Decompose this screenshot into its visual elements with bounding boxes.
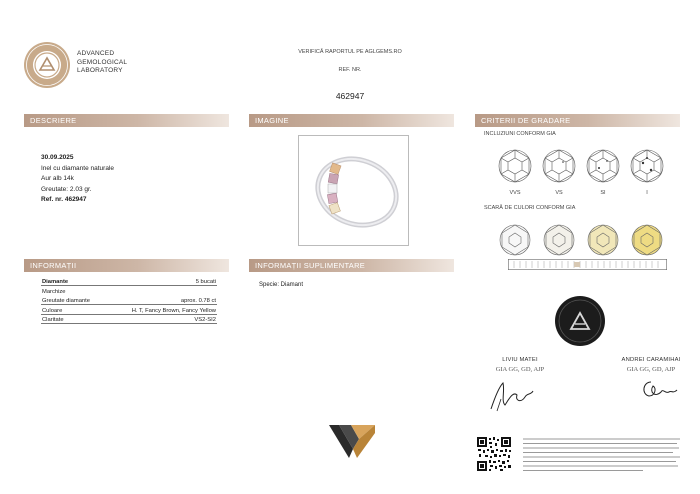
section-criterii: CRITERII DE GRADARE — [475, 114, 680, 127]
lab-name: ADVANCED GEMOLOGICAL LABORATORY — [77, 50, 128, 74]
section-informatii: INFORMAȚII — [24, 259, 229, 272]
signature-title-right: GIA GG, GD, AJP — [626, 366, 676, 373]
signature-right — [637, 374, 679, 404]
brand-logo-icon — [329, 425, 375, 458]
section-informatii-suplimentare: INFORMAȚII SUPLIMENTARE — [249, 259, 454, 272]
description-block — [41, 153, 114, 206]
info-row-culoare: Culoare H. T, Fancy Brown, Fancy Yellow — [42, 308, 216, 314]
inclusion-grade-label: SI — [600, 190, 606, 196]
fine-print-block — [523, 437, 680, 473]
color-scale-title: SCARĂ DE CULORI CONFORM GIA — [484, 205, 576, 211]
signature-name-right: ANDREI CARAMIHAI — [621, 357, 681, 363]
signature-name-left: LIVIU MATEI — [502, 357, 538, 363]
info-row-claritate: Claritate VS2-SI2 — [42, 317, 216, 323]
signature-title-left: GIA GG, GD, AJP — [495, 366, 545, 373]
description-ref: Ref. nr. 462947 — [41, 196, 87, 203]
ref-label: REF. NR. — [338, 67, 362, 73]
section-descriere: DESCRIERE — [24, 114, 229, 127]
info-row-marchize: Marchize — [42, 289, 66, 295]
qr-code — [476, 436, 512, 472]
description-line: Inel cu diamante naturale — [41, 164, 114, 172]
color-diamonds — [497, 222, 665, 258]
supplementary-text: Specie: Diamant — [259, 282, 304, 288]
inclusions-title: INCLUZIUNI CONFORM GIA — [484, 131, 556, 137]
description-date: 30.09.2025 — [41, 154, 74, 161]
signature-left — [487, 377, 537, 413]
inclusion-grade-label: I — [646, 190, 648, 196]
color-scale-bar — [508, 257, 667, 268]
ring-image — [298, 135, 409, 246]
info-row-greutate: Greutate diamante aprox. 0.78 ct — [42, 298, 216, 304]
lab-seal-icon — [23, 41, 71, 89]
description-line: Aur alb 14k — [41, 175, 74, 182]
inclusion-grade-label: VS — [555, 190, 563, 196]
verify-text: VERIFICĂ RAPORTUL PE AGLGEMS.RO — [298, 49, 402, 55]
info-row-diamante: Diamante 5 bucati — [42, 279, 216, 285]
section-imagine: IMAGINE — [249, 114, 454, 127]
lab-seal-dark-icon — [554, 295, 606, 347]
description-line: Greutate: 2.03 gr. — [41, 185, 92, 193]
inclusion-grade-label: VVS — [509, 190, 521, 196]
ref-number: 462947 — [335, 91, 365, 101]
